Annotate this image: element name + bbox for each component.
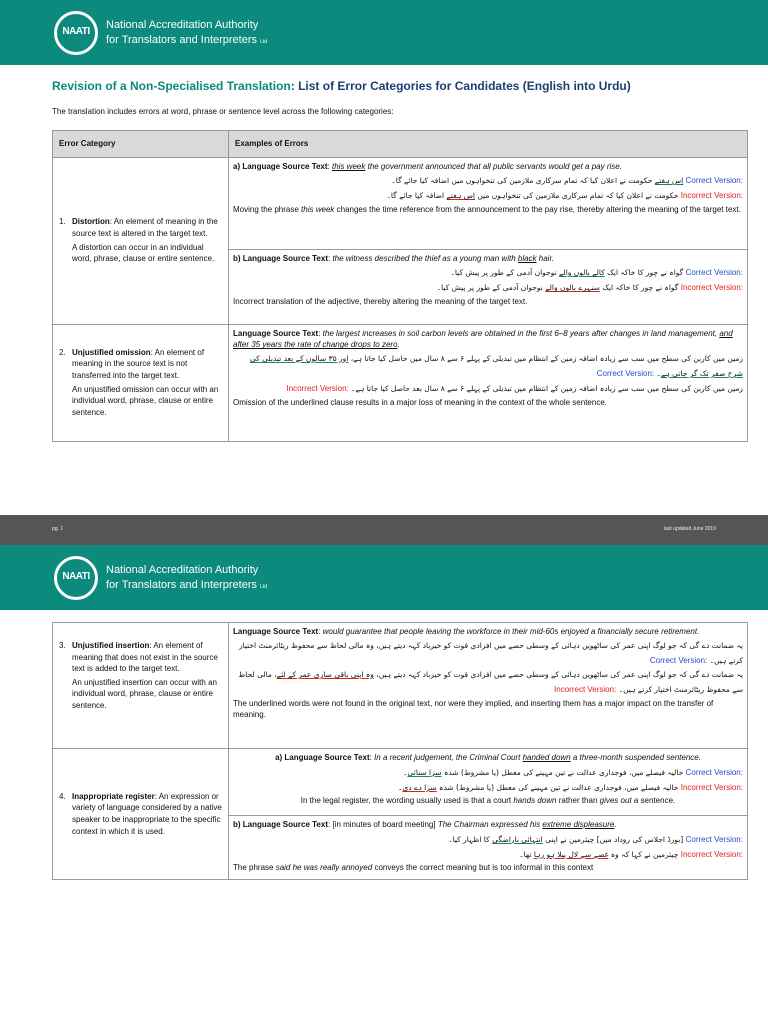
- table-row: [53, 324, 748, 441]
- header-examples: Examples of Errors: [229, 131, 748, 158]
- error-table-2: [52, 622, 748, 880]
- header-banner: [0, 0, 768, 65]
- table-row: [53, 749, 748, 880]
- naati-logo: NAATI: [54, 556, 98, 600]
- category-unjustified-omission: 2. Unjustified omission: An element of meaning in the source text is not transferred into the target text. An unjustified omission can occur with an individual word, phrase, clause or entire sentence.: [53, 324, 229, 441]
- category-inappropriate-register: 4. Inappropriate register: An expression or variety of language considered by a native speaker to be inappropriate to the specific context in which it is used.: [53, 749, 229, 880]
- page-number: pg. 1: [52, 526, 64, 533]
- error-table-1: [52, 130, 748, 442]
- examples-unjustified-omission: Language Source Text: the largest increases in soil carbon levels are obtained in the first 6–8 years after changes in land management, and after 35 years the rate of change drops to zero. زمین میں کاربن کی سطح میں سب سے زیادہ اضافہ زمین کے انتظام میں تبدیلی کے پہلے ۶ سے ۸ سال میں حاصل کیا جاتا ہے، اور ۳۵ سالوں کے بعد تبدیلی کی شرح صفر تک گر جاتی ہے۔ Correct Version: زمین میں کاربن کی سطح میں سب سے زیادہ اضافہ زمین کے انتظام میں تبدیلی کے پہلے ۶ سے ۸ سال بعد حاصل کیا جاتا ہے۔ Incorrect Version: Omission of the underlined clause results in a major loss of meaning in the context of the whole sentence.: [229, 324, 748, 441]
- header-error-category: Error Category: [53, 131, 229, 158]
- naati-logo: NAATI: [54, 11, 98, 55]
- org-name: National Accreditation Authority for Translators and Interpreters Ltd: [106, 563, 268, 591]
- page-title: Revision of a Non-Specialised Translation: List of Error Categories for Candidates (English into Urdu): [52, 79, 631, 93]
- category-unjustified-insertion: 3. Unjustified insertion: An element of meaning that does not exist in the source text is added to the target text. An unjustified insertion can occur with an individual word, phrase, clause or entire sentence.: [53, 623, 229, 749]
- page-footer: [0, 515, 768, 545]
- intro-text: The translation includes errors at word, phrase or sentence level across the following categories:: [52, 107, 394, 116]
- header-banner-2: [0, 545, 768, 610]
- last-updated: last updated June 2019: [664, 526, 716, 533]
- table-row: [53, 623, 748, 749]
- table-row: [53, 157, 748, 324]
- table-header-row: [53, 131, 748, 158]
- examples-inappropriate-register: a) Language Source Text: In a recent judgement, the Criminal Court handed down a three-month suspended sentence. Correct Version: حالیہ فیصلے میں، فوجداری عدالت نے تین مہینے کی معطل (یا مشروط) شدہ سزا سنائی۔ Incorrect Version: حالیہ فیصلے میں، فوجداری عدالت نے تین مہینے کی معطل (یا مشروط) شدہ سزا دے دی۔ In the legal register, the wording usually used is that a court hands down rather than gives out a sentence. b) Language Source Text: [in minutes of board meeting] The Chairman expressed his extreme displeasure. Correct Version: [بورڈ اجلاس کی روداد میں] چیئرمین نے اپنی انتہائی ناراضگی کا اظہار کیا۔ Incorrect Version: چیئرمین نے کہا کہ وہ غصے سے لال پیلا ہو رہا تھا۔ The phrase said he was really annoyed conveys the correct meaning but is too informal in this context: [229, 749, 748, 880]
- examples-unjustified-insertion: Language Source Text: would guarantee that people leaving the workforce in their mid-60s enjoyed a financially secure retirement. یہ ضمانت دے گی کہ جو لوگ اپنی عمر کی ساٹھویں دہائی کے وسطی حصے میں افرادی قوت کو خیرباد کہہ دیتے ہیں، وہ مالی لحاظ سے محفوظ ریٹائرمنٹ اختیار کرتے ہیں۔ Correct Version: یہ ضمانت دے گی کہ جو لوگ اپنی عمر کی ساٹھویں دہائی کے وسطی حصے میں افرادی قوت کو خیرباد کہہ دیتے ہیں، وہ اپنی باقی ساری عمر کے لئے، مالی لحاظ سے محفوظ ریٹائرمنٹ اختیار کرتے ہیں۔ Incorrect Version: The underlined words were not found in the original text, nor were they implied, and inserting them has a major impact on the transfer of meaning.: [229, 623, 748, 749]
- examples-distortion: a) Language Source Text: this week the government announced that all public servants would get a pay rise. Correct Version: اِس ہفتے حکومت نے اعلان کیا کہ تمام سرکاری ملازمین کی تنخواہوں میں اضافہ کیا جائے گا۔ Incorrect Version: حکومت نے اعلان کیا کہ تمام سرکاری ملازمین کی تنخواہوں میں اِس ہفتے اضافہ کیا جائے گا۔ Moving the phrase this week changes the time reference from the announcement to the pay rise, thereby altering the meaning of the target text. b) Language Source Text: the witness described the thief as a young man with black hair. Correct Version: گواہ نے چور کا خاکہ ایک کالے بالوں والے نوجوان آدمی کے طور پر پیش کیا۔ Incorrect Version: گواہ نے چور کا خاکہ ایک سنہرے بالوں والے نوجوان آدمی کے طور پر پیش کیا۔ Incorrect translation of the adjective, thereby altering the meaning of the target text.: [229, 157, 748, 324]
- category-distortion: 1. Distortion: An element of meaning in the source text is altered in the target text. A distortion can occur in an individual word, phrase, clause or entire sentence.: [53, 157, 229, 324]
- org-name: National Accreditation Authority for Translators and Interpreters Ltd: [106, 18, 268, 46]
